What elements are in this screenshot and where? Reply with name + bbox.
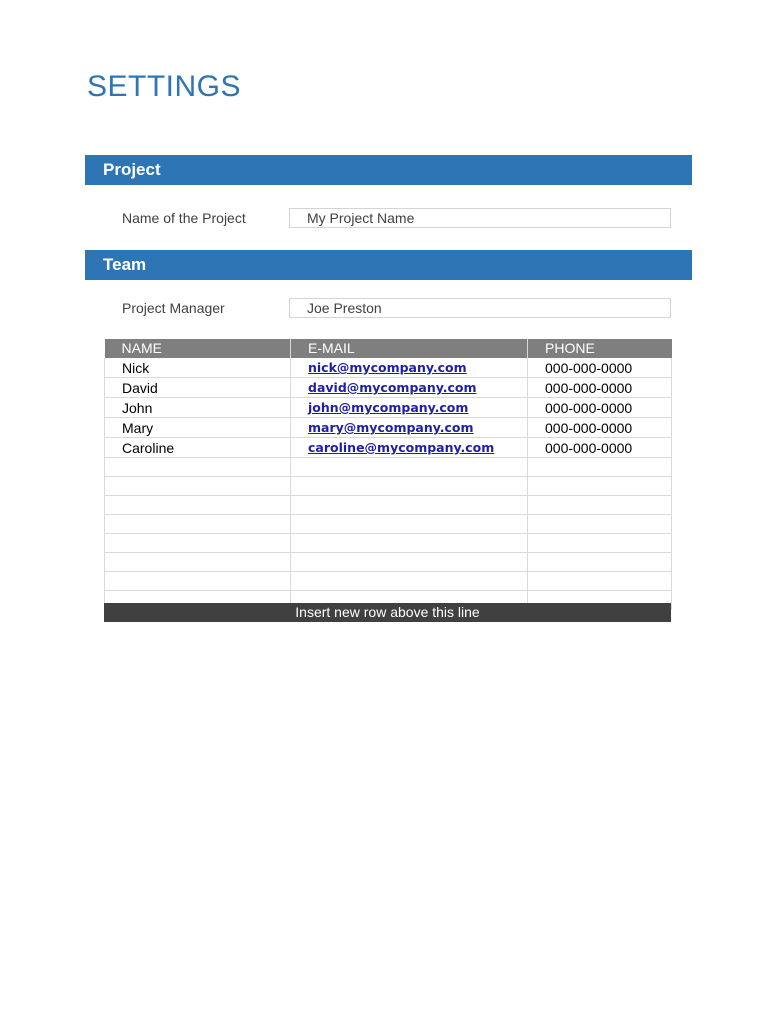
table-row (105, 358, 672, 378)
table-row (105, 572, 672, 591)
team-table-body (105, 358, 672, 610)
member-name-cell[interactable] (105, 477, 291, 496)
member-email-cell[interactable] (291, 378, 528, 398)
insert-row-bar: Insert new row above this line (104, 603, 671, 622)
member-name-cell[interactable] (105, 572, 291, 591)
member-email-cell[interactable] (291, 515, 528, 534)
member-name-cell[interactable] (105, 534, 291, 553)
section-header-team: Team (85, 250, 692, 280)
member-phone-cell[interactable] (528, 458, 672, 477)
column-header-name[interactable]: NAME (105, 339, 291, 358)
project-manager-field[interactable]: Joe Preston (289, 298, 671, 318)
member-email-cell[interactable] (291, 418, 528, 438)
member-email-cell[interactable] (291, 553, 528, 572)
member-phone-cell[interactable]: 000-000-0000 (528, 418, 672, 438)
member-email-cell[interactable] (291, 496, 528, 515)
project-name-field[interactable]: My Project Name (289, 208, 671, 228)
member-email-cell[interactable] (291, 358, 528, 378)
member-phone-cell[interactable] (528, 572, 672, 591)
member-name-cell[interactable] (105, 515, 291, 534)
member-phone-cell[interactable] (528, 534, 672, 553)
member-email-cell[interactable] (291, 534, 528, 553)
member-name-cell[interactable]: Caroline (105, 438, 291, 458)
member-email-cell[interactable] (291, 458, 528, 477)
team-table (104, 339, 672, 610)
member-phone-cell[interactable] (528, 515, 672, 534)
member-phone-cell[interactable] (528, 496, 672, 515)
table-row (105, 553, 672, 572)
member-name-cell[interactable] (105, 553, 291, 572)
table-row (105, 438, 672, 458)
member-email-link[interactable]: nick@mycompany.com (308, 360, 467, 375)
member-email-link[interactable]: david@mycompany.com (308, 380, 477, 395)
member-phone-cell[interactable]: 000-000-0000 (528, 378, 672, 398)
table-row (105, 534, 672, 553)
member-name-cell[interactable]: Nick (105, 358, 291, 378)
member-phone-cell[interactable]: 000-000-0000 (528, 398, 672, 418)
member-email-link[interactable]: caroline@mycompany.com (308, 440, 495, 455)
member-name-cell[interactable] (105, 458, 291, 477)
member-email-cell[interactable] (291, 477, 528, 496)
section-header-project: Project (85, 155, 692, 185)
member-phone-cell[interactable]: 000-000-0000 (528, 358, 672, 378)
member-name-cell[interactable] (105, 496, 291, 515)
member-name-cell[interactable]: David (105, 378, 291, 398)
table-row (105, 458, 672, 477)
member-phone-cell[interactable]: 000-000-0000 (528, 438, 672, 458)
column-header-email[interactable]: E-MAIL (291, 339, 528, 358)
member-name-cell[interactable]: Mary (105, 418, 291, 438)
column-header-phone[interactable]: PHONE (528, 339, 672, 358)
member-email-cell[interactable] (291, 398, 528, 418)
table-row (105, 378, 672, 398)
member-phone-cell[interactable] (528, 477, 672, 496)
team-table-header (105, 339, 672, 358)
project-name-label: Name of the Project (122, 210, 246, 226)
table-row (105, 477, 672, 496)
table-row (105, 398, 672, 418)
member-name-cell[interactable]: John (105, 398, 291, 418)
project-manager-label: Project Manager (122, 300, 225, 316)
member-email-cell[interactable] (291, 572, 528, 591)
page-title: SETTINGS (87, 70, 242, 103)
table-row (105, 418, 672, 438)
member-phone-cell[interactable] (528, 553, 672, 572)
member-email-link[interactable]: mary@mycompany.com (308, 420, 474, 435)
table-row (105, 515, 672, 534)
member-email-link[interactable]: john@mycompany.com (308, 400, 469, 415)
table-row (105, 496, 672, 515)
member-email-cell[interactable] (291, 438, 528, 458)
